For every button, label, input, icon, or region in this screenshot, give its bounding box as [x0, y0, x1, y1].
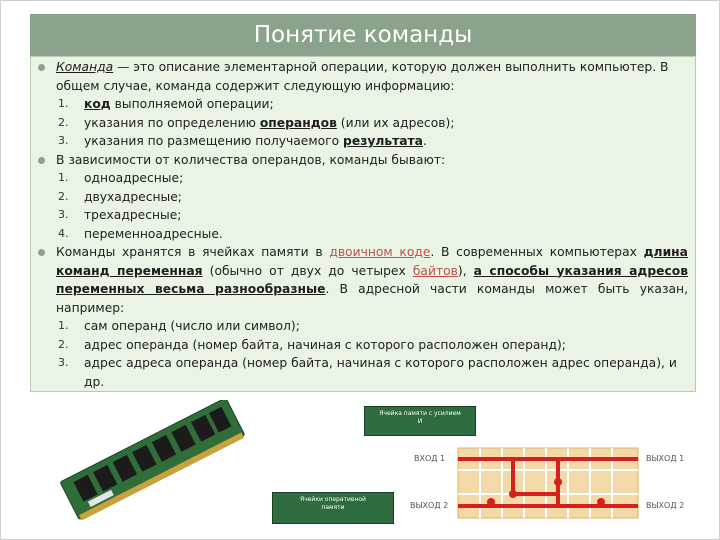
- list-number: 2.: [58, 337, 69, 351]
- item-text: адрес операнда (номер байта, начиная с которого расположен операнд);: [84, 337, 566, 352]
- list-item: [36, 225, 688, 244]
- keyword: а способы указания адресов переменных весьма разнообразные: [56, 263, 688, 296]
- list-item: [36, 114, 688, 133]
- memory-cell-label: [364, 406, 476, 436]
- definition-text: — это описание элементарной операции, которую должен выполнить компьютер. В общем случае, команда содержит следующую информацию:: [56, 60, 669, 93]
- paragraph-command-types: [36, 151, 688, 170]
- ram-cells-label: [272, 492, 394, 524]
- list-item: [36, 132, 688, 151]
- output-2-left-label: ВЫХОД 2: [410, 501, 449, 510]
- input-1-label: ВХОД 1: [414, 454, 446, 463]
- ram-module-image: [52, 400, 252, 520]
- keyword: длина команд переменная: [56, 245, 688, 278]
- list-number: 2.: [58, 189, 69, 203]
- item-text: адрес адреса операнда (номер байта, начиная с которого расположен адрес операнда), и др.: [84, 356, 677, 389]
- bullet-icon: [38, 249, 45, 256]
- slide-title: Понятие команды: [253, 22, 473, 48]
- title-bar: [30, 14, 696, 56]
- keyword: операндов: [259, 115, 337, 130]
- paragraph-command-definition: [36, 58, 688, 95]
- item-text: двухадресные;: [84, 189, 182, 204]
- slide-content: [36, 58, 688, 391]
- bullet-icon: [38, 157, 45, 164]
- item-text: выполняемой операции;: [110, 97, 274, 111]
- paragraph-text: . В современных компьютерах: [430, 245, 644, 259]
- label-text: И: [417, 418, 423, 425]
- item-text: указания по определению: [84, 115, 260, 130]
- paragraph-command-storage: [36, 243, 688, 317]
- list-item: [36, 206, 688, 225]
- list-number: 1.: [58, 97, 69, 110]
- list-number: 4.: [58, 226, 69, 240]
- list-number: 3.: [58, 356, 69, 369]
- list-item: [36, 317, 688, 336]
- paragraph-text: (обычно от двух до четырех: [202, 263, 413, 278]
- list-number: 2.: [58, 115, 69, 129]
- list-item: [36, 188, 688, 207]
- label-text: Ячейка памяти с усилием: [379, 410, 461, 417]
- paragraph-text: . В адресной части команды может быть указан, например:: [56, 282, 688, 315]
- paragraph-text: Команды хранятся в ячейках памяти в: [56, 245, 330, 259]
- item-text: трехадресные;: [84, 208, 182, 222]
- paragraph-text: В зависимости от количества операндов, команды бывают:: [56, 152, 446, 167]
- circuit-grid: [458, 448, 638, 518]
- item-text: сам операнд (число или символ);: [84, 319, 300, 333]
- paragraph-text: ),: [457, 263, 474, 278]
- output-2-label: ВЫХОД 2: [646, 501, 685, 510]
- item-text: переменноадресные.: [84, 226, 223, 241]
- bullet-icon: [38, 64, 45, 71]
- list-item: [36, 354, 688, 391]
- label-text: Ячейки оперативной: [300, 496, 366, 503]
- list-number: 3.: [58, 208, 69, 221]
- list-number: 3.: [58, 134, 69, 147]
- keyword: результата: [343, 134, 423, 148]
- link-binary-code[interactable]: двоичном коде: [329, 245, 431, 259]
- label-text: памяти: [321, 504, 345, 511]
- term-command: Команда: [56, 60, 114, 74]
- item-text: указания по размещению получаемого: [84, 134, 344, 148]
- link-bytes[interactable]: байтов: [412, 263, 458, 278]
- item-text: .: [422, 134, 427, 148]
- list-item: [36, 336, 688, 355]
- list-item: [36, 169, 688, 188]
- list-number: 1.: [58, 319, 69, 332]
- list-number: 1.: [58, 171, 69, 184]
- item-text: (или их адресов);: [336, 115, 455, 130]
- output-1-label: ВЫХОД 1: [646, 454, 685, 463]
- keyword: код: [84, 97, 111, 111]
- list-item: [36, 95, 688, 114]
- item-text: одноадресные;: [84, 171, 184, 185]
- memory-cell-circuit-image: [408, 446, 700, 522]
